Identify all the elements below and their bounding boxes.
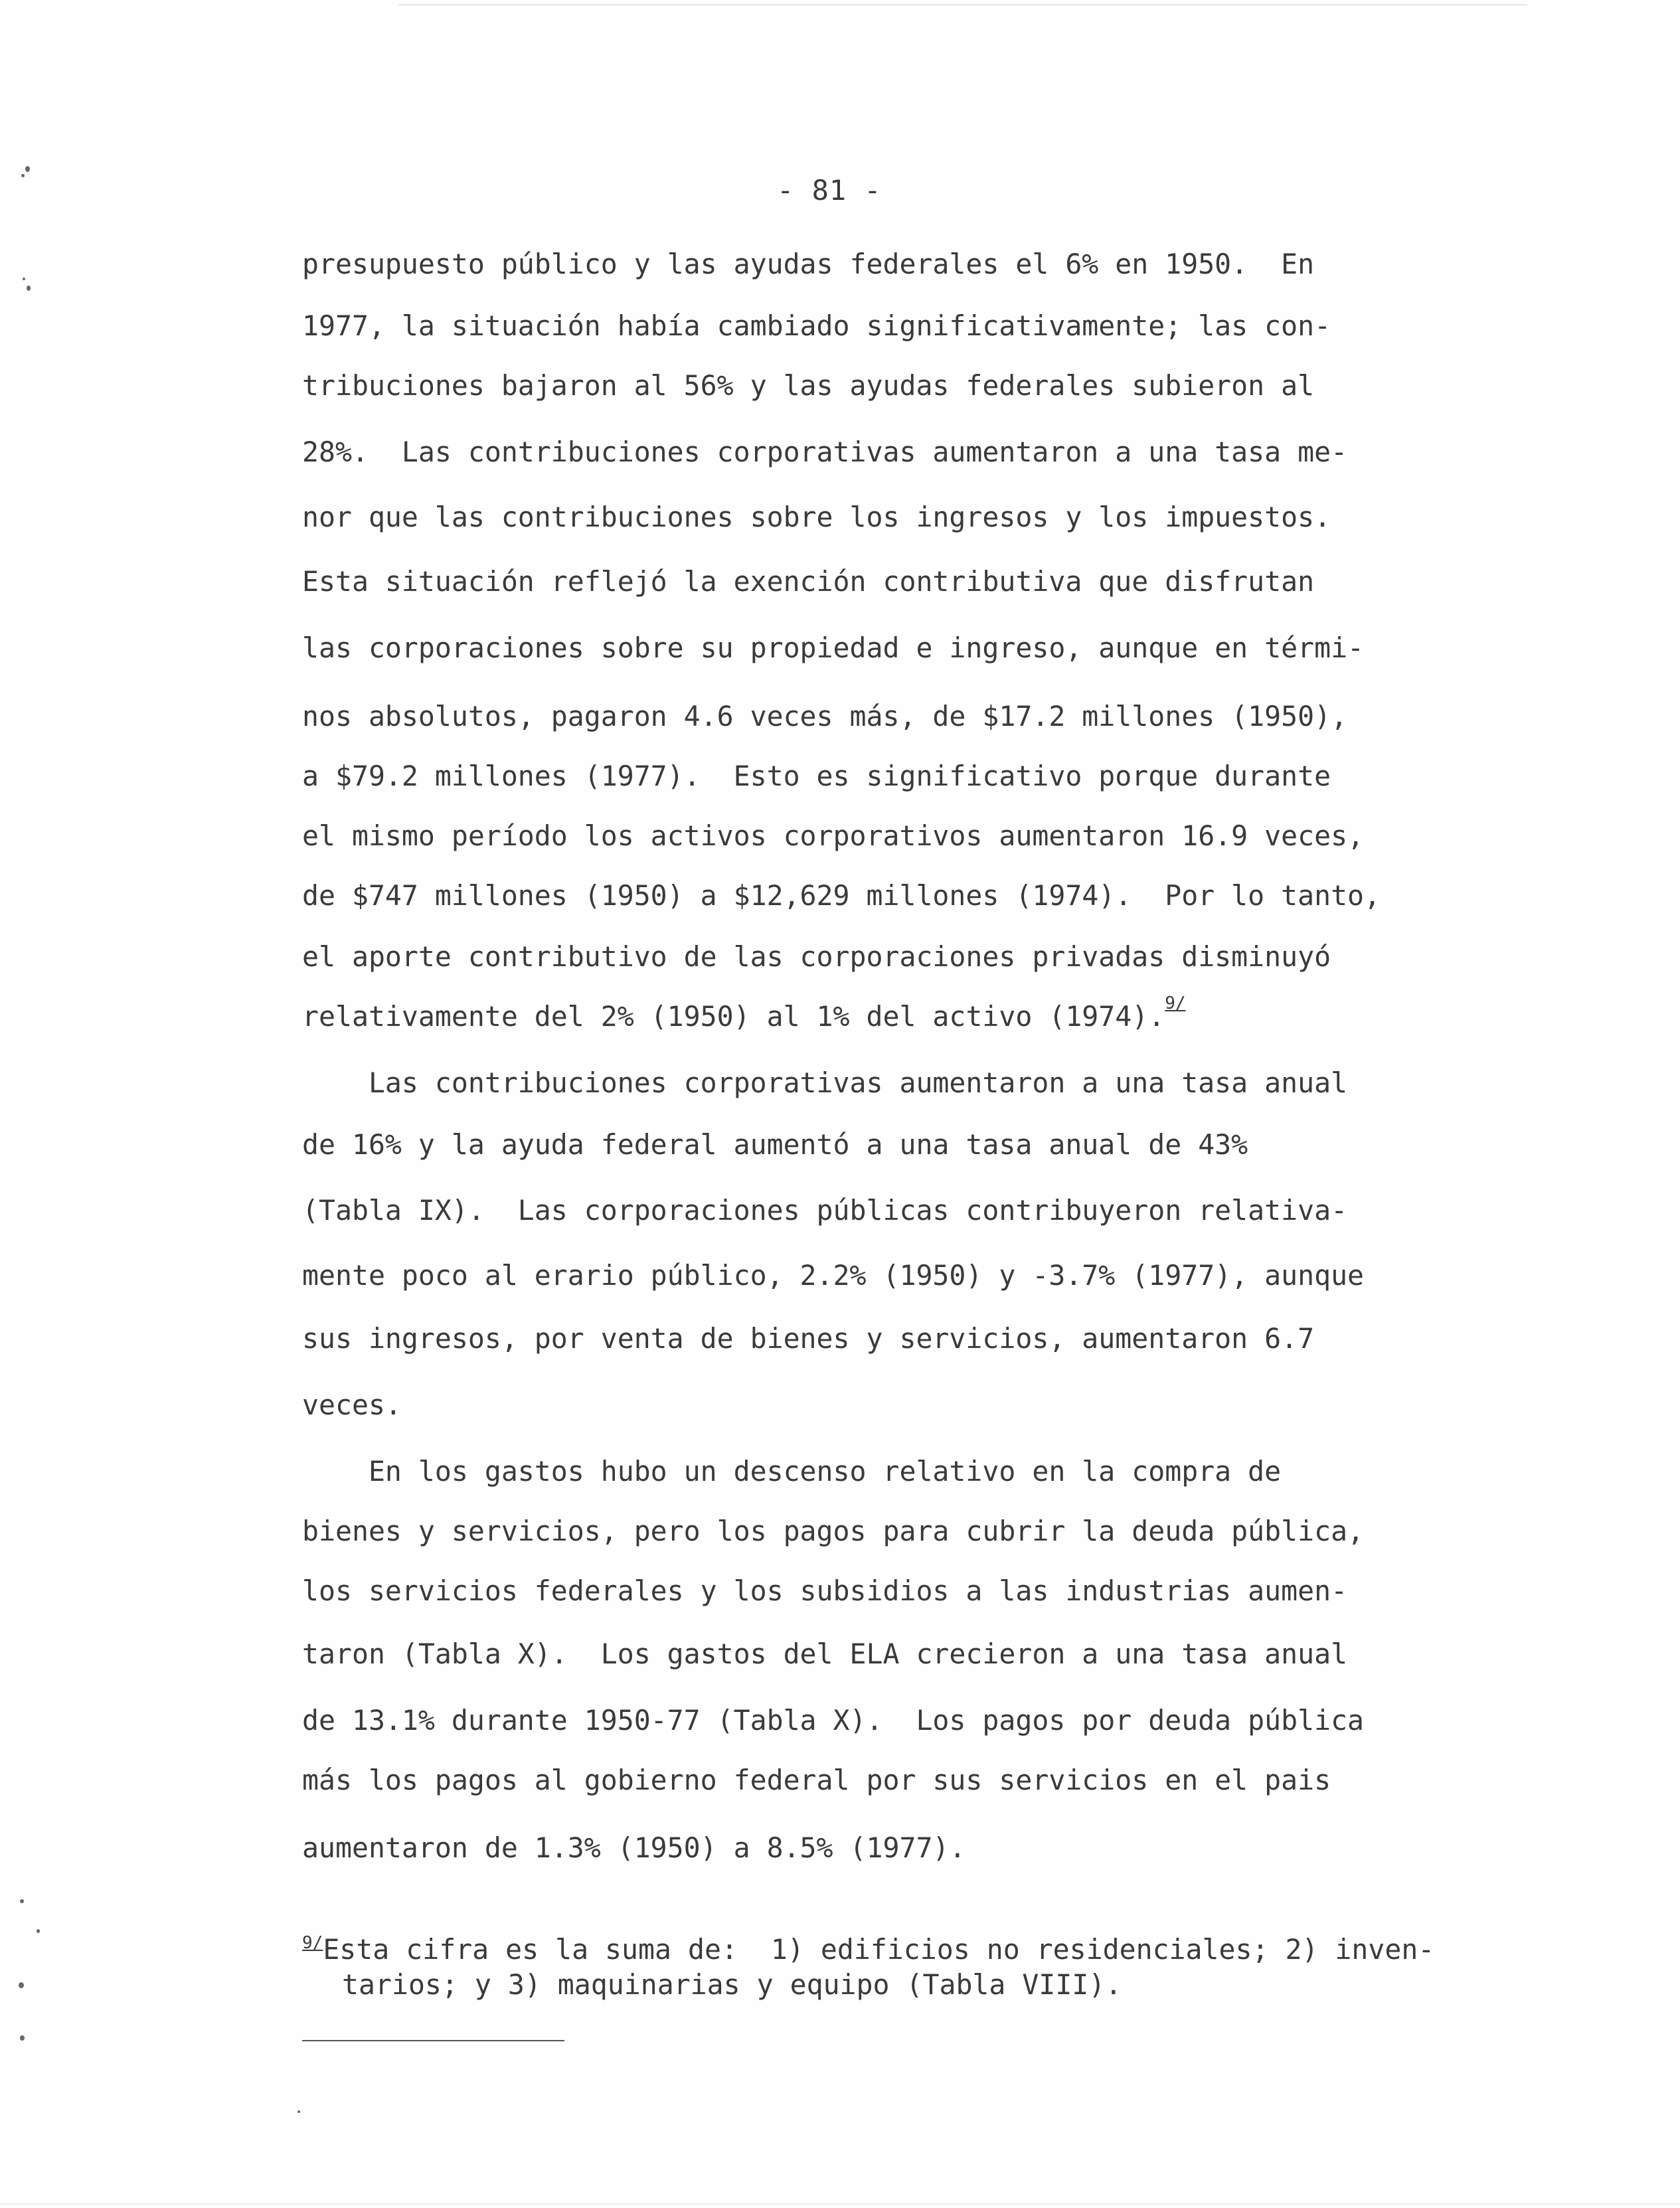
body-line-text: relativamente del 2% (1950) al 1% del activo (1974).: [302, 1000, 1165, 1033]
body-line: de 13.1% durante 1950-77 (Tabla X). Los pagos por deuda pública: [302, 1704, 1365, 1737]
footnote-reference: 9/: [1165, 993, 1186, 1013]
scan-speck: [20, 1899, 24, 1903]
body-line: las corporaciones sobre su propiedad e ingreso, aunque en térmi-: [302, 632, 1365, 664]
body-line: En los gastos hubo un descenso relativo en la compra de: [302, 1455, 1282, 1487]
body-line: de 16% y la ayuda federal aumentó a una tasa anual de 43%: [302, 1128, 1248, 1161]
body-line: 1977, la situación había cambiado significativamente; las con-: [302, 309, 1331, 342]
body-line: más los pagos al gobierno federal por sus servicios en el pais: [302, 1764, 1331, 1796]
scan-speck: [297, 2110, 300, 2113]
body-line: el aporte contributivo de las corporaciones privadas disminuyó: [302, 940, 1331, 973]
footnote-line: tarios; y 3) maquinarias y equipo (Tabla VIII).: [342, 1968, 1122, 2001]
footnote-rule: [302, 2040, 564, 2041]
body-line: tribuciones bajaron al 56% y las ayudas federales subieron al: [302, 369, 1315, 402]
scan-speck: [19, 1982, 24, 1988]
scan-speck: [20, 2035, 25, 2041]
bottom-edge-rule: [0, 2203, 1680, 2205]
body-line: aumentaron de 1.3% (1950) a 8.5% (1977).: [302, 1831, 966, 1864]
body-line: bienes y servicios, pero los pagos para cubrir la deuda pública,: [302, 1515, 1365, 1547]
body-line: los servicios federales y los subsidios a las industrias aumen-: [302, 1574, 1348, 1607]
body-line: de $747 millones (1950) a $12,629 millones (1974). Por lo tanto,: [302, 879, 1381, 912]
body-line: 28%. Las contribuciones corporativas aumentaron a una tasa me-: [302, 436, 1348, 468]
body-line: nos absolutos, pagaron 4.6 veces más, de $17.2 millones (1950),: [302, 700, 1348, 732]
body-line-with-ref: [302, 993, 1186, 1033]
footnote-text: Esta cifra es la suma de: 1) edificios no residenciales; 2) inven-: [323, 1933, 1435, 1966]
scan-speck: [37, 1929, 40, 1933]
body-line: sus ingresos, por venta de bienes y servicios, aumentaron 6.7: [302, 1322, 1315, 1355]
body-line: Esta situación reflejó la exención contributiva que disfrutan: [302, 565, 1315, 598]
page-number: - 81 -: [777, 174, 882, 207]
footnote-line: [302, 1933, 1435, 1966]
body-line: (Tabla IX). Las corporaciones públicas contribuyeron relativa-: [302, 1194, 1348, 1227]
scan-speck: [23, 278, 25, 280]
body-line: taron (Tabla X). Los gastos del ELA crecieron a una tasa anual: [302, 1638, 1348, 1670]
scan-speck: [21, 174, 25, 177]
body-line: mente poco al erario público, 2.2% (1950) y -3.7% (1977), aunque: [302, 1259, 1365, 1292]
footnote-marker: 9/: [302, 1933, 323, 1953]
scan-speck: [27, 286, 31, 291]
body-line: el mismo período los activos corporativos aumentaron 16.9 veces,: [302, 819, 1365, 852]
body-line: presupuesto público y las ayudas federales el 6% en 1950. En: [302, 248, 1315, 280]
top-edge-rule: [398, 4, 1527, 5]
body-line: nor que las contribuciones sobre los ingresos y los impuestos.: [302, 501, 1331, 533]
body-line: a $79.2 millones (1977). Esto es significativo porque durante: [302, 760, 1331, 792]
body-line: veces.: [302, 1389, 402, 1421]
body-line: Las contribuciones corporativas aumentaron a una tasa anual: [302, 1066, 1348, 1099]
scan-speck: [25, 166, 30, 172]
